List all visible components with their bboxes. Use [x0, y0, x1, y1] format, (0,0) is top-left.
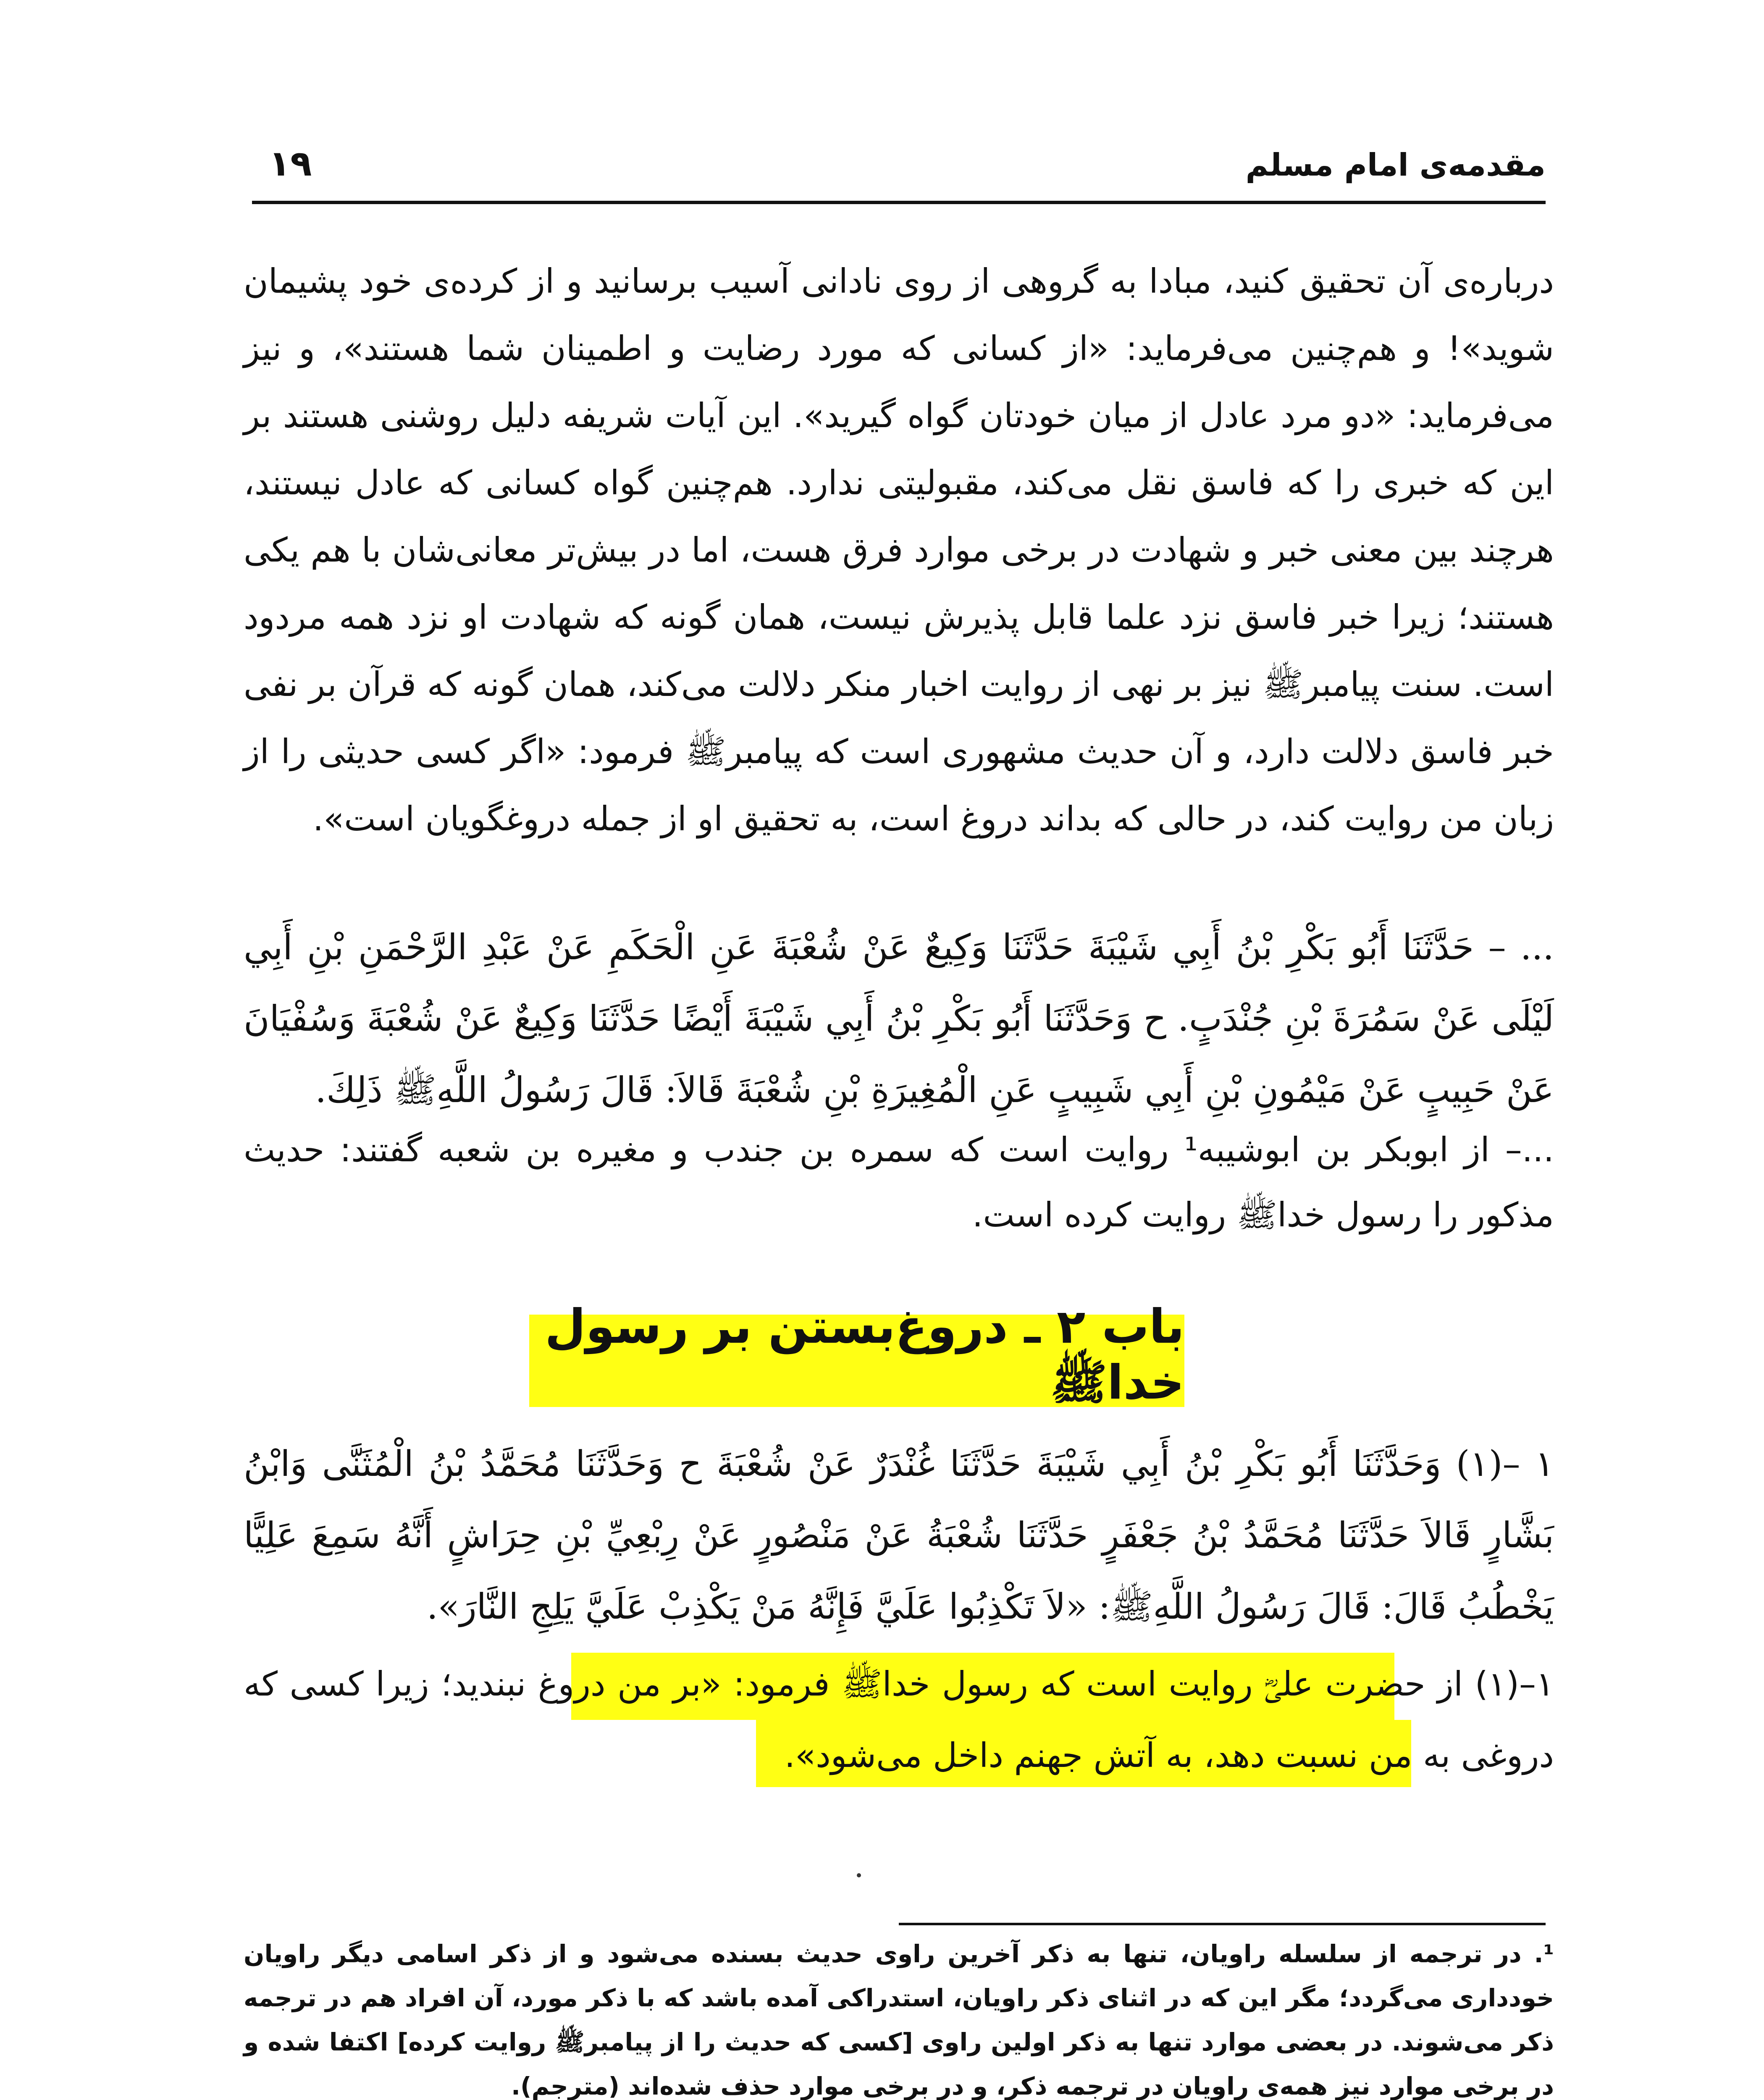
intro-paragraph: درباره‌ی آن تحقیق کنید، مبادا به گروهی از روی نادانی آسیب برسانید و از کرده‌ی خود پشیمان شوید»! و هم‌چنین می‌فرماید: «از کسانی که مورد رضایت و اطمینان شما هستند»، و نیز می‌فرماید: «دو مرد عادل از میان خودتان گواه گیرید». این آیات شریفه دلیل روشنی هستند بر این که خبری را که فاسق نقل می‌کند، مقبولیتی ندارد. هم‌چنین گواه کسانی که عادل نیستند، هرچند بین معنی خبر و شهادت در برخی موارد فرق هست، اما در بیش‌تر معانی‌شان با هم یکی هستند؛ زیرا خبر فاسق نزد علما قابل پذیرش نیست، همان گونه که شهادت او نزد همه مردود است. سنت پیامبرﷺ نیز بر نهی از روایت اخبار منکر دلالت می‌کند، همان گونه که قرآن بر نفی خبر فاسق دلالت دارد، و آن حدیث مشهوری است که پیامبرﷺ فرمود: «اگر کسی حدیثی را از زبان من روایت کند، در حالی که بداند دروغ است، به تحقیق او از جمله دروغگویان است». [244, 262, 1554, 838]
page-number: ۱۹ [269, 143, 312, 184]
footnote-rule [899, 1923, 1546, 1925]
arabic-hadith-chain-1: ... – حَدَّثَنَا أَبُو بَكْرِ بْنُ أَبِي شَيْبَةَ حَدَّثَنَا وَكِيعٌ عَنْ شُعْبَةَ عَنِ الْحَكَمِ عَنْ عَبْدِ الرَّحْمَنِ بْنِ أَبِي لَيْلَى عَنْ سَمُرَةَ بْنِ جُنْدَبٍ. ح وَحَدَّثَنَا أَبُو بَكْرِ بْنُ أَبِي شَيْبَةَ أَيْضًا حَدَّثَنَا وَكِيعٌ عَنْ شُعْبَةَ وَسُفْيَانَ عَنْ حَبِيبٍ عَنْ مَيْمُونِ بْنِ أَبِي شَبِيبٍ عَنِ الْمُغِيرَةِ بْنِ شُعْبَةَ قَالاَ: قَالَ رَسُولُ اللَّهِﷺ ذَلِكَ. [244, 927, 1554, 1110]
chapter-title: باب ۲ ـ دروغ‌بستن بر رسول خداﷺ [545, 1299, 1184, 1410]
running-title: مقدمه‌ی امام مسلم [1245, 147, 1546, 183]
arabic-hadith-1: ۱ –(۱) وَحَدَّثَنَا أَبُو بَكْرِ بْنُ أَبِي شَيْبَةَ حَدَّثَنَا غُنْدَرٌ عَنْ شُعْبَةَ ح وَحَدَّثَنَا مُحَمَّدُ بْنُ الْمُثَنَّى وَابْنُ بَشَّارٍ قَالاَ حَدَّثَنَا مُحَمَّدُ بْنُ جَعْفَرٍ حَدَّثَنَا شُعْبَةُ عَنْ مَنْصُورٍ عَنْ رِبْعِيِّ بْنِ حِرَاشٍ أَنَّهُ سَمِعَ عَلِيًّا يَخْطُبُ قَالَ: قَالَ رَسُولُ اللَّهِﷺ: «لاَ تَكْذِبُوا عَلَيَّ فَإِنَّهُ مَنْ يَكْذِبْ عَلَيَّ يَلِجِ النَّارَ». [244, 1443, 1554, 1627]
speck [857, 1873, 861, 1877]
header-rule [252, 201, 1546, 204]
persian-translation-1: ...– از ابوبکر بن ابوشیبه¹ روایت است که سمره بن جندب و مغیره بن شعبه گفتند: حدیث مذکور را رسول خداﷺ روایت کرده است. [244, 1130, 1554, 1234]
page-header [252, 139, 1546, 202]
footnote: ¹. در ترجمه از سلسله راویان، تنها به ذکر آخرین راوی حدیث بسنده می‌شود و از ذکر اسامی دیگر راویان خودداری می‌گردد؛ مگر این که در اثنای ذکر راویان، استدراکی آمده باشد که با ذکر مورد، آن افراد هم در ترجمه ذکر می‌شوند. در بعضی موارد تنها به ذکر اولین راوی [کسی که حدیث را از پیامبرﷺ روایت کرده] اکتفا شده و در برخی موارد نیز همه‌ی راویان در ترجمه ذکر، و در برخی موارد حذف شده‌اند (مترجم). [244, 1940, 1554, 2100]
chapter-heading-highlight [529, 1299, 1184, 1410]
persian-translation-highlighted: ۱–(۱) از حضرت علیؓ روایت است که رسول خداﷺ فرمود: «بر من دروغ نبندید؛ زیرا کسی که دروغی به من نسبت دهد، به آتش جهنم داخل می‌شود». [244, 1664, 1554, 1775]
